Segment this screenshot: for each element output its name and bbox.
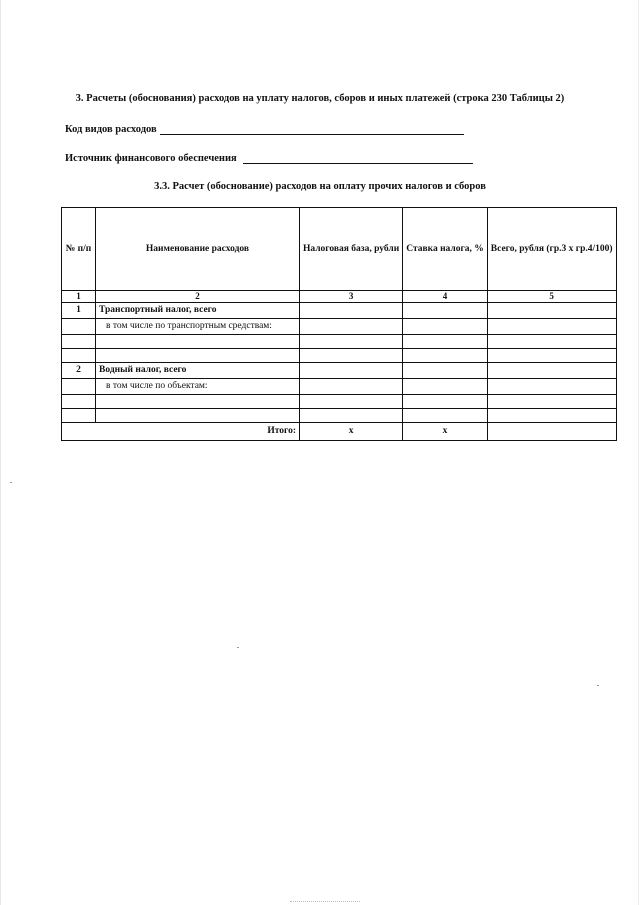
tax-rate-cell[interactable] — [403, 379, 488, 395]
tax-base-cell[interactable] — [300, 349, 403, 363]
scan-speck — [237, 647, 239, 648]
total-cell[interactable] — [487, 349, 616, 363]
row-number — [62, 409, 96, 423]
row-name: в том числе по транспортным средствам: — [96, 319, 300, 335]
tax-base-cell[interactable] — [300, 363, 403, 379]
table-row — [62, 409, 617, 423]
header-num: № п/п — [62, 208, 96, 291]
header-tax-base: Налоговая база, рубли — [300, 208, 403, 291]
row-number — [62, 379, 96, 395]
page-left-edge — [0, 0, 1, 905]
scan-speck — [10, 482, 12, 483]
row-name: Транспортный налог, всего — [96, 303, 300, 319]
tax-base-cell[interactable] — [300, 303, 403, 319]
total-cell[interactable] — [487, 409, 616, 423]
table-row — [62, 349, 617, 363]
tax-rate-cell[interactable] — [403, 395, 488, 409]
row-number — [62, 395, 96, 409]
table-row — [62, 379, 617, 395]
tax-rate-cell[interactable] — [403, 349, 488, 363]
column-number: 2 — [96, 291, 300, 303]
total-cell[interactable] — [487, 319, 616, 335]
table-row — [62, 303, 617, 319]
total-cell[interactable] — [487, 395, 616, 409]
expense-code-blank[interactable] — [160, 124, 464, 135]
funding-source-blank[interactable] — [243, 153, 473, 164]
scan-speck — [597, 685, 599, 686]
tax-base-cell[interactable] — [300, 335, 403, 349]
row-name: Водный налог, всего — [96, 363, 300, 379]
row-name[interactable] — [96, 409, 300, 423]
column-number: 3 — [300, 291, 403, 303]
row-name[interactable] — [96, 395, 300, 409]
table-row — [62, 335, 617, 349]
total-cell[interactable] — [487, 335, 616, 349]
tax-base-cell[interactable] — [300, 319, 403, 335]
funding-source-label: Источник финансового обеспечения — [65, 153, 237, 164]
header-tax-rate: Ставка налога, % — [403, 208, 488, 291]
table-row — [62, 319, 617, 335]
row-number: 2 — [62, 363, 96, 379]
row-number: 1 — [62, 303, 96, 319]
expense-code-label: Код видов расходов — [65, 124, 157, 135]
total-row — [62, 423, 617, 441]
table-header-row — [62, 208, 617, 291]
column-number: 4 — [403, 291, 488, 303]
expense-code-field — [65, 124, 464, 135]
total-cell[interactable] — [487, 379, 616, 395]
tax-rate-cell[interactable] — [403, 319, 488, 335]
tax-rate-cell[interactable] — [403, 363, 488, 379]
tax-base-cell[interactable] — [300, 395, 403, 409]
table-title: 3.3. Расчет (обоснование) расходов на оплату прочих налогов и сборов — [154, 181, 486, 192]
total-tax-base: x — [300, 423, 403, 441]
tax-rate-cell[interactable] — [403, 409, 488, 423]
table-row — [62, 363, 617, 379]
row-name[interactable] — [96, 349, 300, 363]
tax-rate-cell[interactable] — [403, 335, 488, 349]
row-number — [62, 349, 96, 363]
total-cell[interactable] — [487, 363, 616, 379]
column-number: 5 — [487, 291, 616, 303]
section-heading: 3. Расчеты (обоснования) расходов на уплату налогов, сборов и иных платежей (строка 230 Таблицы 2) — [75, 93, 565, 104]
table-row — [62, 395, 617, 409]
row-name: в том числе по объектам: — [96, 379, 300, 395]
header-total: Всего, рубля (гр.3 х гр.4/100) — [487, 208, 616, 291]
column-number: 1 — [62, 291, 96, 303]
scan-edge-mark — [290, 901, 360, 902]
total-amount-cell[interactable] — [487, 423, 616, 441]
row-number — [62, 335, 96, 349]
tax-rate-cell[interactable] — [403, 303, 488, 319]
total-label: Итого: — [62, 423, 300, 441]
total-cell[interactable] — [487, 303, 616, 319]
tax-calculation-table — [61, 207, 617, 441]
funding-source-field — [65, 153, 473, 164]
header-name: Наименование расходов — [96, 208, 300, 291]
row-number — [62, 319, 96, 335]
total-tax-rate: x — [403, 423, 488, 441]
tax-base-cell[interactable] — [300, 409, 403, 423]
tax-base-cell[interactable] — [300, 379, 403, 395]
column-number-row — [62, 291, 617, 303]
row-name[interactable] — [96, 335, 300, 349]
page-right-edge — [638, 0, 639, 905]
